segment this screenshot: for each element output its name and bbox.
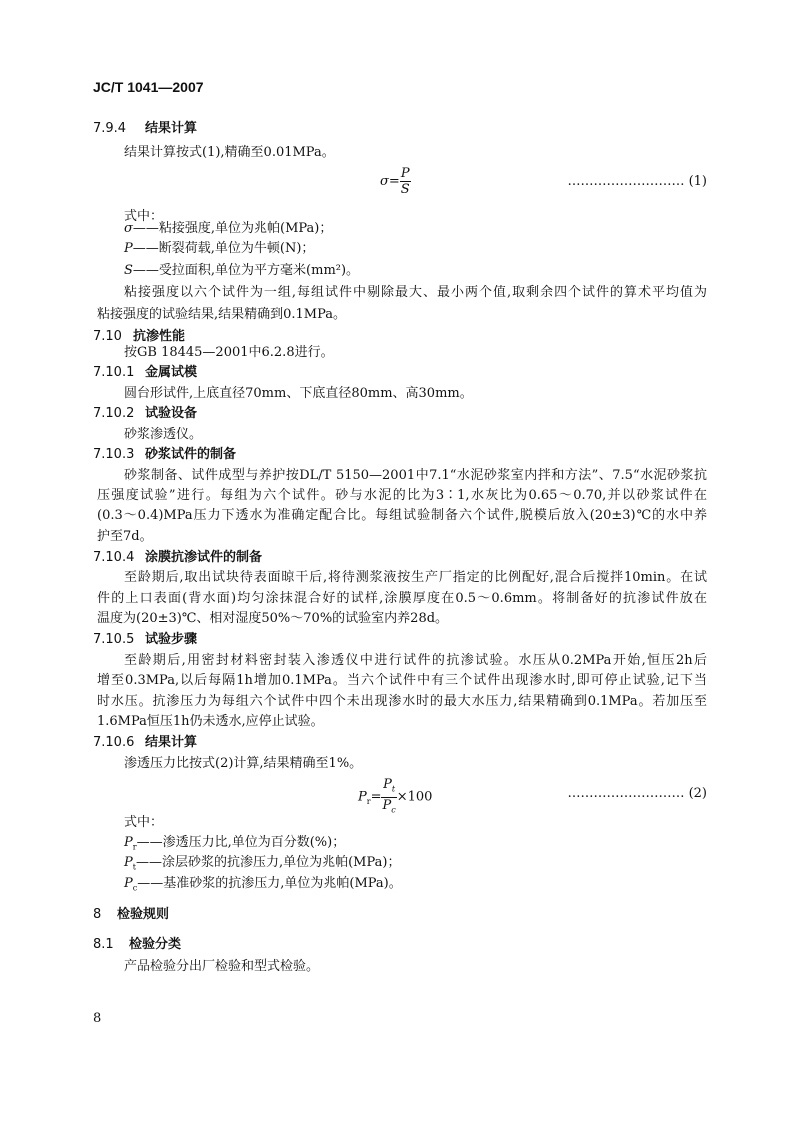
paragraph-line: (0.3～0.4)MPa压力下透水为准确定配合比。每组试验制备六个试件,脱模后放入(20±3)℃的水中养 xyxy=(97,508,707,523)
paragraph: 渗透压力比按式(2)计算,结果精确至1%。 xyxy=(124,756,363,771)
denominator: S xyxy=(400,182,410,197)
symbol: P xyxy=(124,241,133,256)
heading-7-10-1 xyxy=(93,364,197,381)
section-title: 金属试模 xyxy=(145,365,198,380)
where-label: 式中： xyxy=(124,209,164,224)
paragraph-line: 至龄期后,用密封材料密封装入渗透仪中进行试件的抗渗试验。水压从0.2MPa开始,恒压2h后 xyxy=(124,653,707,668)
symbol: P xyxy=(124,876,133,891)
paragraph: 圆台形试件,上底直径70mm、下底直径80mm、高30mm。 xyxy=(124,386,473,401)
paragraph-line: 护至7d。 xyxy=(97,529,153,544)
definition: ——基准砂浆的抗渗压力,单位为兆帕(MPa)。 xyxy=(137,876,402,891)
symbol: S xyxy=(124,263,133,278)
formula-2 xyxy=(358,777,432,817)
page-number: 8 xyxy=(93,1011,102,1026)
formula-1 xyxy=(380,166,411,197)
paragraph: 产品检验分出厂检验和型式检验。 xyxy=(124,959,320,974)
formula-lhs: P xyxy=(358,789,367,805)
section-title: 砂浆试件的制备 xyxy=(145,447,237,462)
numerator-symbol: P xyxy=(383,777,392,792)
definition: ——涂层砂浆的抗渗压力,单位为兆帕(MPa)； xyxy=(135,855,401,870)
symbol: P xyxy=(124,835,133,850)
heading-8-1 xyxy=(93,936,181,953)
heading-7-9-4 xyxy=(93,120,197,137)
section-number: 7.10 xyxy=(93,329,122,344)
paragraph: 砂浆渗透仪。 xyxy=(124,427,203,442)
paragraph-line: 增至0.3MPa,以后每隔1h增加0.1MPa。当六个试件中有三个试件出现渗水时,即可停止试验,记下当 xyxy=(97,673,707,688)
section-title: 试验设备 xyxy=(145,406,198,421)
equation-label: ……………………… (1) xyxy=(567,174,707,189)
section-number: 7.10.1 xyxy=(93,365,135,380)
paragraph-line: 压强度试验”进行。每组为六个试件。砂与水泥的比为3∶1,水灰比为0.65～0.70,并以砂浆试件在 xyxy=(97,488,707,503)
variable-definition xyxy=(124,240,314,257)
section-number: 7.10.4 xyxy=(93,550,135,565)
definition: ——粘接强度,单位为兆帕(MPa)； xyxy=(132,221,333,236)
section-number: 7.9.4 xyxy=(93,121,127,136)
subscript: t xyxy=(391,784,396,794)
definition: ——断裂荷载,单位为牛顿(N)； xyxy=(132,241,315,256)
heading-7-10 xyxy=(93,328,185,345)
section-number: 7.10.5 xyxy=(93,632,135,647)
section-title: 抗渗性能 xyxy=(133,329,186,344)
subscript: r xyxy=(366,797,371,807)
section-title: 涂膜抗渗试件的制备 xyxy=(145,550,263,565)
denominator-symbol: P xyxy=(382,797,392,813)
heading-7-10-4 xyxy=(93,549,262,566)
equation-label: ……………………… (2) xyxy=(567,786,707,801)
numerator xyxy=(381,777,396,798)
section-title: 试验步骤 xyxy=(145,632,198,647)
paragraph-line: 砂浆制备、试件成型与养护按DL/T 5150—2001中7.1“水泥砂浆室内拌和方法”、7.5“水泥砂浆抗 xyxy=(124,468,707,483)
variable-definition xyxy=(124,220,332,237)
subscript: c xyxy=(391,805,396,815)
subscript: r xyxy=(132,842,137,852)
fraction xyxy=(400,166,411,197)
variable-definition xyxy=(124,875,402,897)
variable-definition xyxy=(124,262,359,279)
heading-7-10-3 xyxy=(93,446,236,463)
equals: = xyxy=(370,789,382,805)
subscript: c xyxy=(132,883,138,893)
heading-7-10-2 xyxy=(93,405,197,422)
section-number: 7.10.6 xyxy=(93,735,135,750)
definition: ——渗透压力比,单位为百分数(%)； xyxy=(136,835,346,850)
symbol: P xyxy=(124,855,133,870)
paragraph: 结果计算按式(1),精确至0.01MPa。 xyxy=(124,145,335,160)
paragraph-line: 至龄期后,取出试块待表面晾干后,将待测浆液按生产厂指定的比例配好,混合后搅拌10min。在试 xyxy=(124,570,707,585)
paragraph: 按GB 18445—2001中6.2.8进行。 xyxy=(124,345,334,360)
paragraph-line: 1.6MPa恒压1h仍未透水,应停止试验。 xyxy=(97,714,324,729)
heading-7-10-5 xyxy=(93,631,197,648)
heading-7-10-6 xyxy=(93,734,197,751)
paragraph-line: 粘接强度的试验结果,结果精确到0.1MPa。 xyxy=(97,307,347,322)
variable-definition xyxy=(124,834,345,856)
section-number: 8.1 xyxy=(93,937,114,952)
section-number: 8 xyxy=(93,907,102,922)
denominator xyxy=(381,798,396,818)
formula-lhs: σ= xyxy=(380,174,400,189)
section-title: 检验分类 xyxy=(129,937,182,952)
subscript: t xyxy=(132,862,136,872)
section-number: 7.10.2 xyxy=(93,406,135,421)
paragraph-line: 件的上口表面(背水面)均匀涂抹混合好的试样,涂膜厚度在0.5～0.6mm。将制备好的抗渗试件放在 xyxy=(97,591,707,606)
section-number: 7.10.3 xyxy=(93,447,135,462)
fraction xyxy=(381,777,396,817)
symbol: σ xyxy=(124,221,133,236)
where-label: 式中： xyxy=(124,815,164,830)
section-title: 结果计算 xyxy=(145,121,198,136)
heading-8 xyxy=(93,906,169,923)
formula-tail: ×100 xyxy=(396,789,433,805)
standard-header: JC/T 1041—2007 xyxy=(93,79,204,95)
section-title: 检验规则 xyxy=(117,907,170,922)
numerator: P xyxy=(400,166,410,181)
paragraph-line: 温度为(20±3)℃、相对湿度50%～70%的试验室内养28d。 xyxy=(97,611,449,626)
paragraph-line: 时水压。抗渗压力为每组六个试件中四个未出现渗水时的最大水压力,结果精确到0.1MPa。若加压至 xyxy=(97,694,707,709)
paragraph-line: 粘接强度以六个试件为一组,每组试件中剔除最大、最小两个值,取剩余四个试件的算术平均值为 xyxy=(124,285,707,300)
definition: ——受拉面积,单位为平方毫米(mm²)。 xyxy=(132,263,360,278)
variable-definition xyxy=(124,854,400,876)
section-title: 结果计算 xyxy=(145,735,198,750)
